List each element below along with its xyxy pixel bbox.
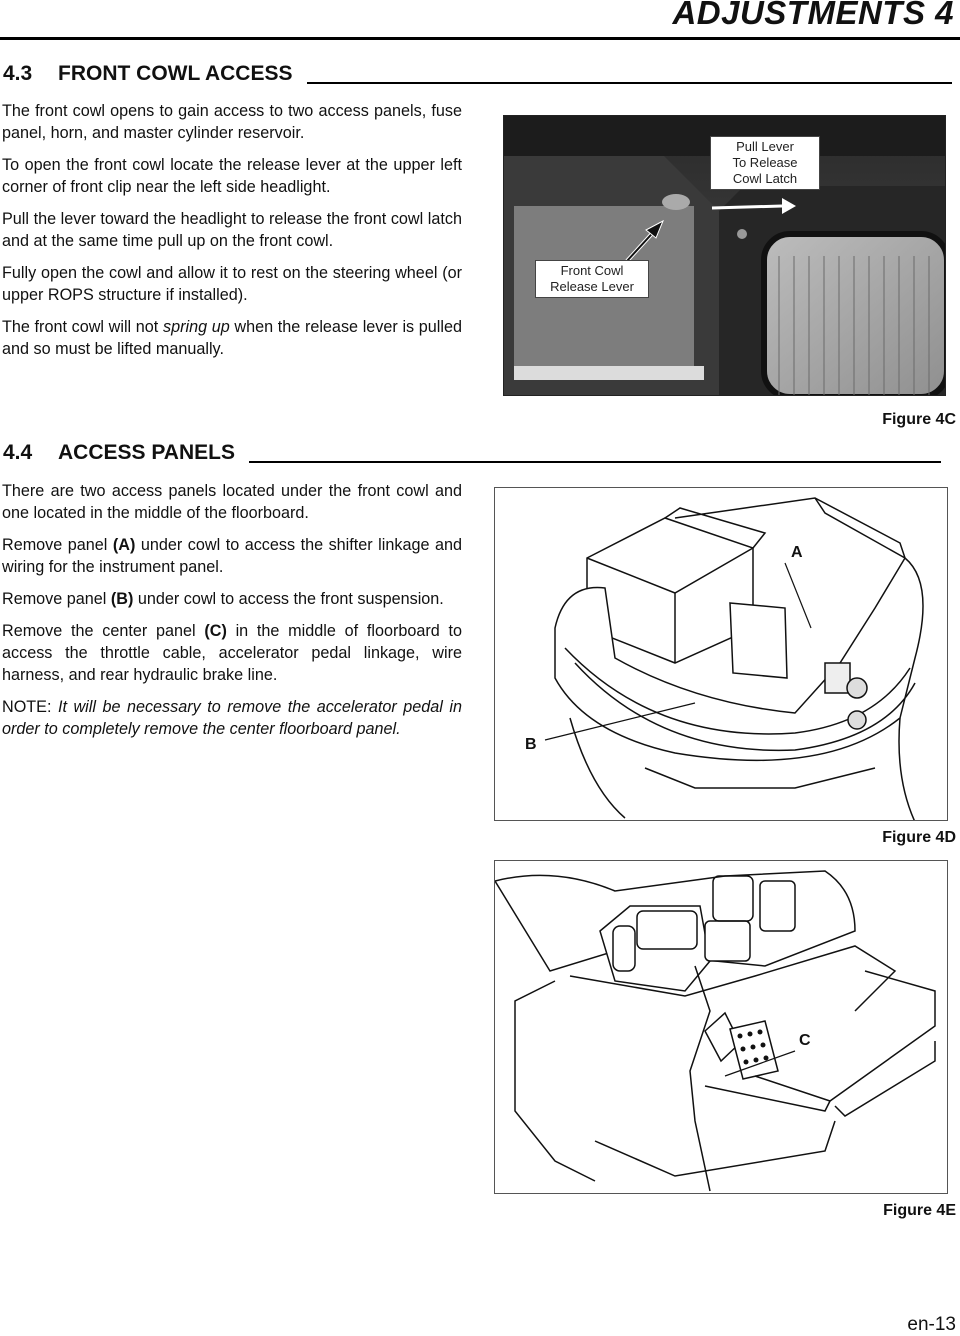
note	[2, 696, 462, 740]
text-run: Remove the center panel	[2, 622, 205, 640]
section-4-4-heading	[3, 441, 941, 465]
callout-b: B	[525, 736, 537, 753]
section-4-3-number: 4.3	[3, 62, 33, 85]
pull-lever-label	[710, 136, 820, 190]
paragraph	[2, 534, 462, 578]
callout-a: A	[791, 544, 803, 561]
front-cowl-access-drawing	[495, 488, 948, 821]
paragraph: Fully open the cowl and allow it to rest on the steering wheel (or upper ROPS structure if installed).	[2, 264, 462, 304]
figure-4c-photo	[503, 115, 946, 396]
callout-c: C	[799, 1032, 811, 1049]
figure-4d-drawing	[494, 487, 948, 821]
label-line: Pull Lever	[736, 139, 794, 154]
heading-rule	[307, 82, 952, 84]
section-4-4-title: ACCESS PANELS	[58, 441, 235, 464]
text-run: when the release lever is pulled and so must be lifted manually.	[2, 318, 463, 358]
text-run: Remove panel	[2, 536, 113, 554]
text-run: under cowl to access the shifter linkage and wiring for the instrument panel.	[2, 536, 462, 576]
panel-c-ref: (C)	[204, 622, 227, 640]
heading-rule	[249, 461, 941, 463]
note-text: It will be necessary to remove the accelerator pedal in order to completely remove the center floorboard panel.	[2, 698, 462, 738]
release-lever-label	[535, 260, 649, 298]
paragraph: Pull the lever toward the headlight to release the front cowl latch and at the same time pull up on the front cowl.	[2, 210, 462, 250]
page-number: en-13	[907, 1314, 956, 1335]
paragraph: The front cowl opens to gain access to two access panels, fuse panel, horn, and master cylinder reservoir.	[2, 102, 462, 142]
note-label: NOTE:	[2, 698, 58, 716]
paragraph	[2, 316, 462, 360]
section-4-3-title: FRONT COWL ACCESS	[58, 62, 293, 85]
panel-b-ref: (B)	[110, 590, 134, 608]
section-4-3-heading	[3, 62, 952, 86]
label-line: Cowl Latch	[732, 171, 798, 186]
section-4-4-number: 4.4	[3, 441, 33, 464]
figure-4c-caption: Figure 4C	[882, 411, 956, 428]
paragraph	[2, 588, 462, 610]
paragraph: To open the front cowl locate the release lever at the upper left corner of front clip near the left side headlight.	[2, 156, 462, 196]
paragraph	[2, 620, 462, 686]
figure-4e-caption: Figure 4E	[883, 1202, 956, 1219]
paragraph: There are two access panels located under the front cowl and one located in the middle of the floorboard.	[2, 482, 462, 522]
emphasis-text: spring up	[162, 318, 230, 336]
text-run: under cowl to access the front suspension.	[133, 590, 444, 608]
figure-4d-caption: Figure 4D	[882, 829, 956, 846]
text-run: in the middle of floorboard to access the throttle cable, accelerator pedal linkage, wire harness, and rear hydraulic brake line.	[2, 622, 462, 684]
header-rule	[0, 37, 960, 40]
section-4-4-body	[2, 480, 462, 750]
label-line: Release Lever	[550, 279, 634, 294]
text-run: Remove panel	[2, 590, 111, 608]
page-header-title: ADJUSTMENTS 4	[672, 0, 954, 31]
text-run: The front cowl will not	[2, 318, 163, 336]
panel-a-ref: (A)	[112, 536, 136, 554]
section-4-3-body	[2, 100, 462, 370]
label-line: To Release	[732, 155, 798, 170]
figure-4e-drawing	[494, 860, 948, 1194]
floorboard-panel-drawing	[495, 861, 948, 1194]
label-line: Front Cowl	[560, 263, 624, 278]
